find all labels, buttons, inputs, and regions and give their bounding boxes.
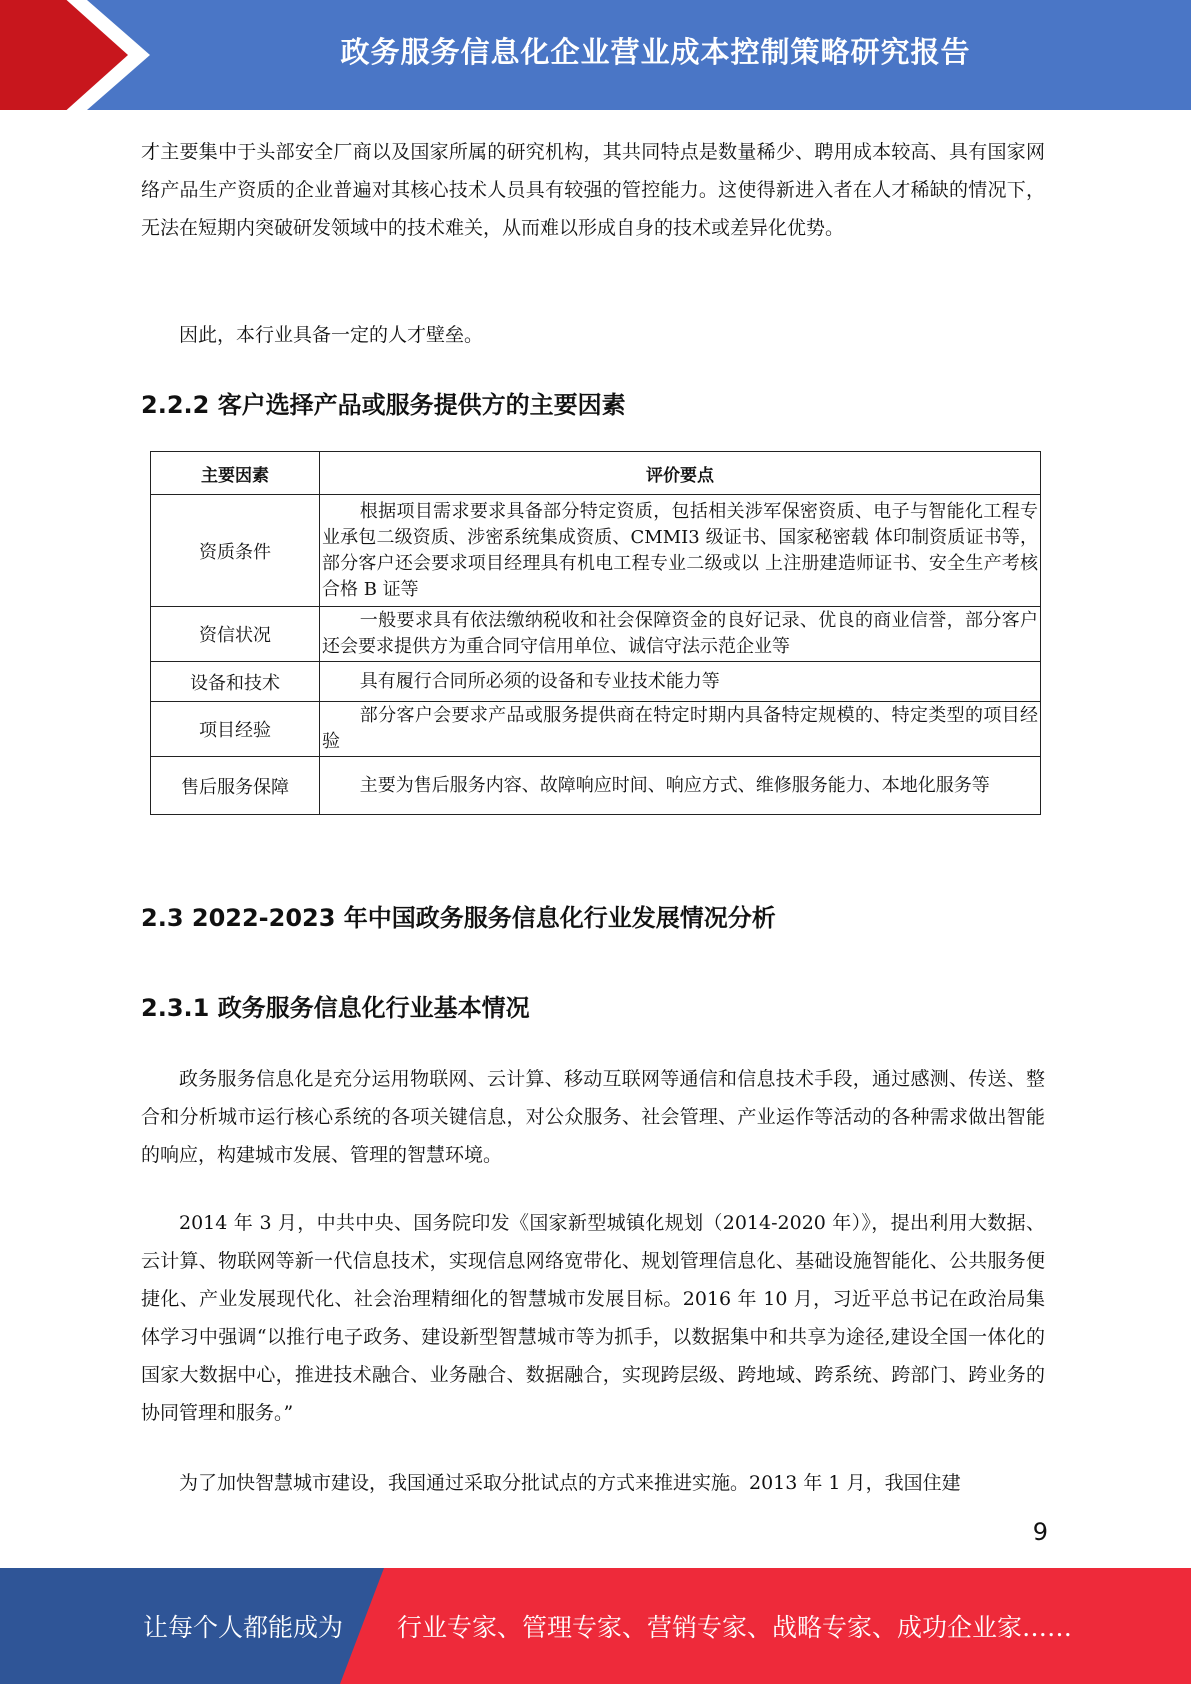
factors-table — [150, 451, 1041, 815]
column-header-point: 评价要点 — [320, 452, 1041, 495]
section-heading-2-3-1: 2.3.1 政务服务信息化行业基本情况 — [141, 994, 530, 1022]
table-cell-point — [320, 607, 1041, 662]
header-chevron-red — [0, 0, 128, 110]
paragraph-text: 2014 年 3 月，中共中央、国务院印发《国家新型城镇化规划（2014-2020 年）》，提出利用大数据、云计算、物联网等新一代信息技术，实现信息网络宽带化、规划管理信息化、基础设施智能化、公共服务便捷化、产业发展现代化、社会治理精细化的智慧城市发展目标。2016 年 10 月，习近平总书记在政治局集体学习中强调“以推行电子政务、建设新型智慧城市等为抓手，以数据集中和共享为途径,建设全国一体化的国家大数据中心，推进技术融合、业务融合、数据融合，实现跨层级、跨地域、跨系统、跨部门、跨业务的协同管理和服务。” — [141, 1212, 1045, 1424]
table-row — [151, 607, 1041, 662]
table-row — [151, 495, 1041, 607]
table-cell-text: 根据项目需求要求具备部分特定资质，包括相关涉军保密资质、电子与智能化工程专业承包二级资质、涉密系统集成资质、CMMI3 级证书、国家秘密载 体印制资质证书等，部分客户还会要求项目经理具有机电工程专业二级或以 上注册建造师证书、安全生产考核合格 B 证等 — [322, 500, 1038, 600]
table-cell-factor: 资信状况 — [151, 607, 320, 662]
table-cell-factor: 项目经验 — [151, 702, 320, 757]
paragraph-talent — [141, 133, 1045, 247]
section-heading-2-3: 2.3 2022-2023 年中国政务服务信息化行业发展情况分析 — [141, 904, 776, 932]
table-cell-text: 主要为售后服务内容、故障响应时间、响应方式、维修服务能力、本地化服务等 — [359, 774, 990, 796]
table-header-row — [151, 452, 1041, 495]
table-cell-text: 一般要求具有依法缴纳税收和社会保障资金的良好记录、优良的商业信誉，部分客户还会要求提供方为重合同守信用单位、诚信守法示范企业等 — [322, 610, 1038, 657]
table-cell-point — [320, 662, 1041, 702]
table-row — [151, 662, 1041, 702]
paragraph-definition — [141, 1060, 1045, 1174]
table-cell-point — [320, 757, 1041, 815]
table-cell-point — [320, 495, 1041, 607]
footer-slogan-right: 行业专家、管理专家、营销专家、战略专家、成功企业家…… — [397, 1613, 1073, 1642]
table-cell-text: 具有履行合同所必须的设备和专业技术能力等 — [359, 670, 720, 692]
paragraph-talent-barrier — [141, 316, 1045, 354]
table-cell-text: 部分客户会要求产品或服务提供商在特定时期内具备特定规模的、特定类型的项目经验 — [322, 705, 1038, 752]
paragraph-text: 为了加快智慧城市建设，我国通过采取分批试点的方式来推进实施。2013 年 1 月，我国住建 — [179, 1472, 961, 1494]
paragraph-text: 因此，本行业具备一定的人才壁垒。 — [179, 324, 484, 346]
table-cell-factor: 设备和技术 — [151, 662, 320, 702]
table-cell-factor: 售后服务保障 — [151, 757, 320, 815]
table-row — [151, 702, 1041, 757]
table-cell-factor: 资质条件 — [151, 495, 320, 607]
page-footer — [0, 1568, 1191, 1684]
page-header — [0, 0, 1191, 110]
footer-slogan-left: 让每个人都能成为 — [143, 1613, 344, 1642]
paragraph-text: 政务服务信息化是充分运用物联网、云计算、移动互联网等通信和信息技术手段，通过感测、传送、整合和分析城市运行核心系统的各项关键信息，对公众服务、社会管理、产业运作等活动的各种需求做出智能的响应，构建城市发展、管理的智慧环境。 — [141, 1068, 1045, 1166]
paragraph-policy-history — [141, 1204, 1045, 1432]
report-title: 政务服务信息化企业营业成本控制策略研究报告 — [340, 34, 971, 69]
table-row — [151, 757, 1041, 815]
paragraph-pilot — [141, 1464, 1045, 1502]
column-header-factor: 主要因素 — [151, 452, 320, 495]
page-number: 9 — [1032, 1518, 1048, 1546]
paragraph-text: 才主要集中于头部安全厂商以及国家所属的研究机构，其共同特点是数量稀少、聘用成本较高、具有国家网络产品生产资质的企业普遍对其核心技术人员具有较强的管控能力。这使得新进入者在人才稀缺的情况下，无法在短期内突破研发领域中的技术难关，从而难以形成自身的技术或差异化优势。 — [141, 141, 1045, 239]
section-heading-2-2-2: 2.2.2 客户选择产品或服务提供方的主要因素 — [141, 391, 626, 419]
table-cell-point — [320, 702, 1041, 757]
